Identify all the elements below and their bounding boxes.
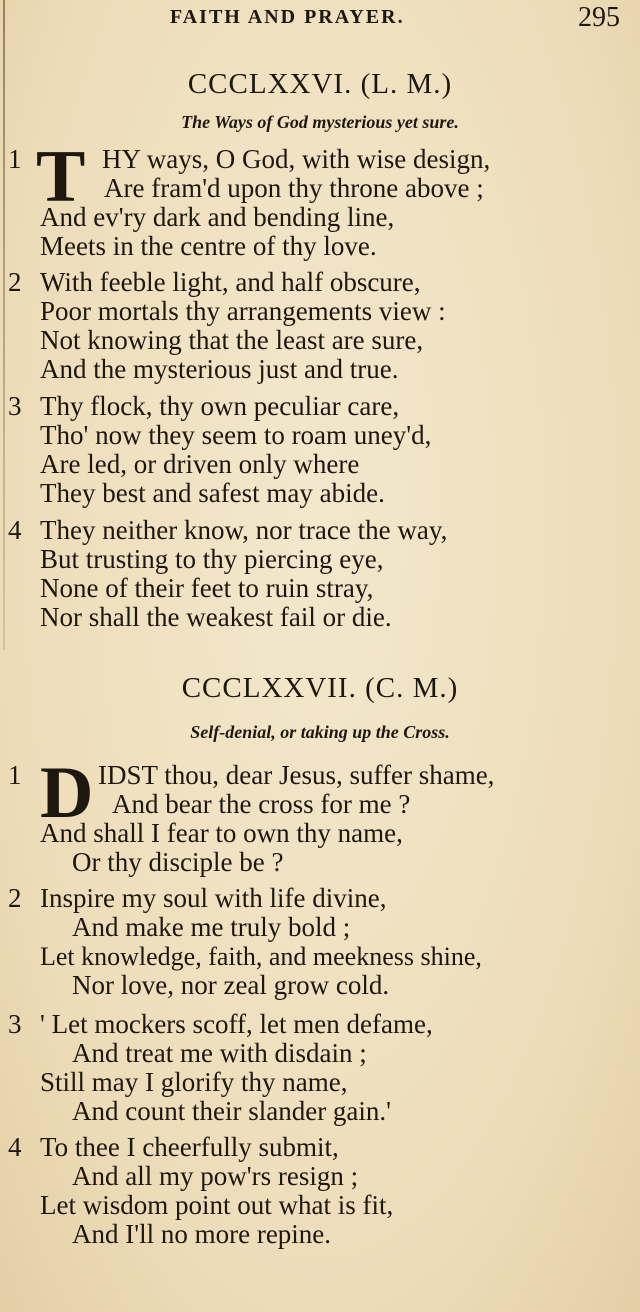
verse-line: And shall I fear to own thy name,	[40, 818, 403, 848]
verse-line: None of their feet to ruin stray,	[40, 573, 374, 603]
verse-line: They best and safest may abide.	[40, 478, 385, 508]
verse-line: IDST thou, dear Jesus, suffer shame,	[98, 760, 495, 790]
hymn-subtitle: The Ways of God mysterious yet sure.	[181, 112, 459, 132]
running-head: FAITH AND PRAYER.	[170, 6, 405, 28]
verse-line: Are fram'd upon thy throne above ;	[104, 173, 484, 203]
stanza-number: 4	[8, 1132, 22, 1162]
verse-line: Are led, or driven only where	[40, 449, 360, 479]
stanza-number: 2	[8, 883, 22, 913]
verse-line: ' Let mockers scoff, let men defame,	[40, 1009, 433, 1039]
hymn-title: CCCLXXVII. (C. M.)	[181, 672, 459, 704]
verse-line: Still may I glorify thy name,	[40, 1067, 348, 1097]
page-number: 295	[578, 2, 620, 33]
verse-line: Tho' now they seem to roam uney'd,	[40, 420, 432, 450]
verse-line: Meets in the centre of thy love.	[40, 231, 377, 261]
verse-line: But trusting to thy piercing eye,	[40, 544, 384, 574]
verse-line: Nor shall the weakest fail or die.	[40, 602, 392, 632]
verse-line: Not knowing that the least are sure,	[40, 325, 424, 355]
stanza-number: 1	[8, 144, 22, 174]
verse-line: And I'll no more repine.	[72, 1219, 332, 1249]
stanza-number: 4	[8, 515, 22, 545]
stanza-number: 3	[8, 391, 22, 421]
verse-line: With feeble light, and half obscure,	[40, 267, 421, 297]
verse-line: HY ways, O God, with wise design,	[102, 144, 491, 174]
verse-line: Inspire my soul with life divine,	[40, 883, 387, 913]
verse-line: And count their slander gain.'	[72, 1096, 392, 1126]
stanza-number: 2	[8, 267, 22, 297]
verse-line: Let wisdom point out what is fit,	[40, 1190, 394, 1220]
verse-line: Let knowledge, faith, and meekness shine,	[40, 942, 482, 971]
verse-line: Thy flock, thy own peculiar care,	[40, 391, 400, 421]
verse-line: And ev'ry dark and bending line,	[40, 202, 395, 232]
verse-line: And bear the cross for me ?	[112, 789, 411, 819]
drop-cap: D	[40, 752, 94, 834]
stanza-number: 3	[8, 1009, 22, 1039]
verse-line: And the mysterious just and true.	[40, 354, 399, 384]
verse-line: To thee I cheerfully submit,	[40, 1132, 339, 1162]
verse-line: Or thy disciple be ?	[72, 847, 284, 877]
verse-line: And make me truly bold ;	[72, 912, 351, 942]
stanza-number: 1	[8, 760, 22, 790]
hymn-subtitle: Self-denial, or taking up the Cross.	[190, 722, 450, 742]
drop-cap: T	[36, 136, 86, 218]
verse-line: And treat me with disdain ;	[72, 1038, 367, 1068]
verse-line: And all my pow'rs resign ;	[72, 1161, 359, 1191]
hymn-title: CCCLXXVI. (L. M.)	[187, 68, 453, 100]
verse-line: They neither know, nor trace the way,	[40, 515, 448, 545]
verse-line: Poor mortals thy arrangements view :	[40, 296, 446, 326]
verse-line: Nor love, nor zeal grow cold.	[72, 970, 390, 1000]
